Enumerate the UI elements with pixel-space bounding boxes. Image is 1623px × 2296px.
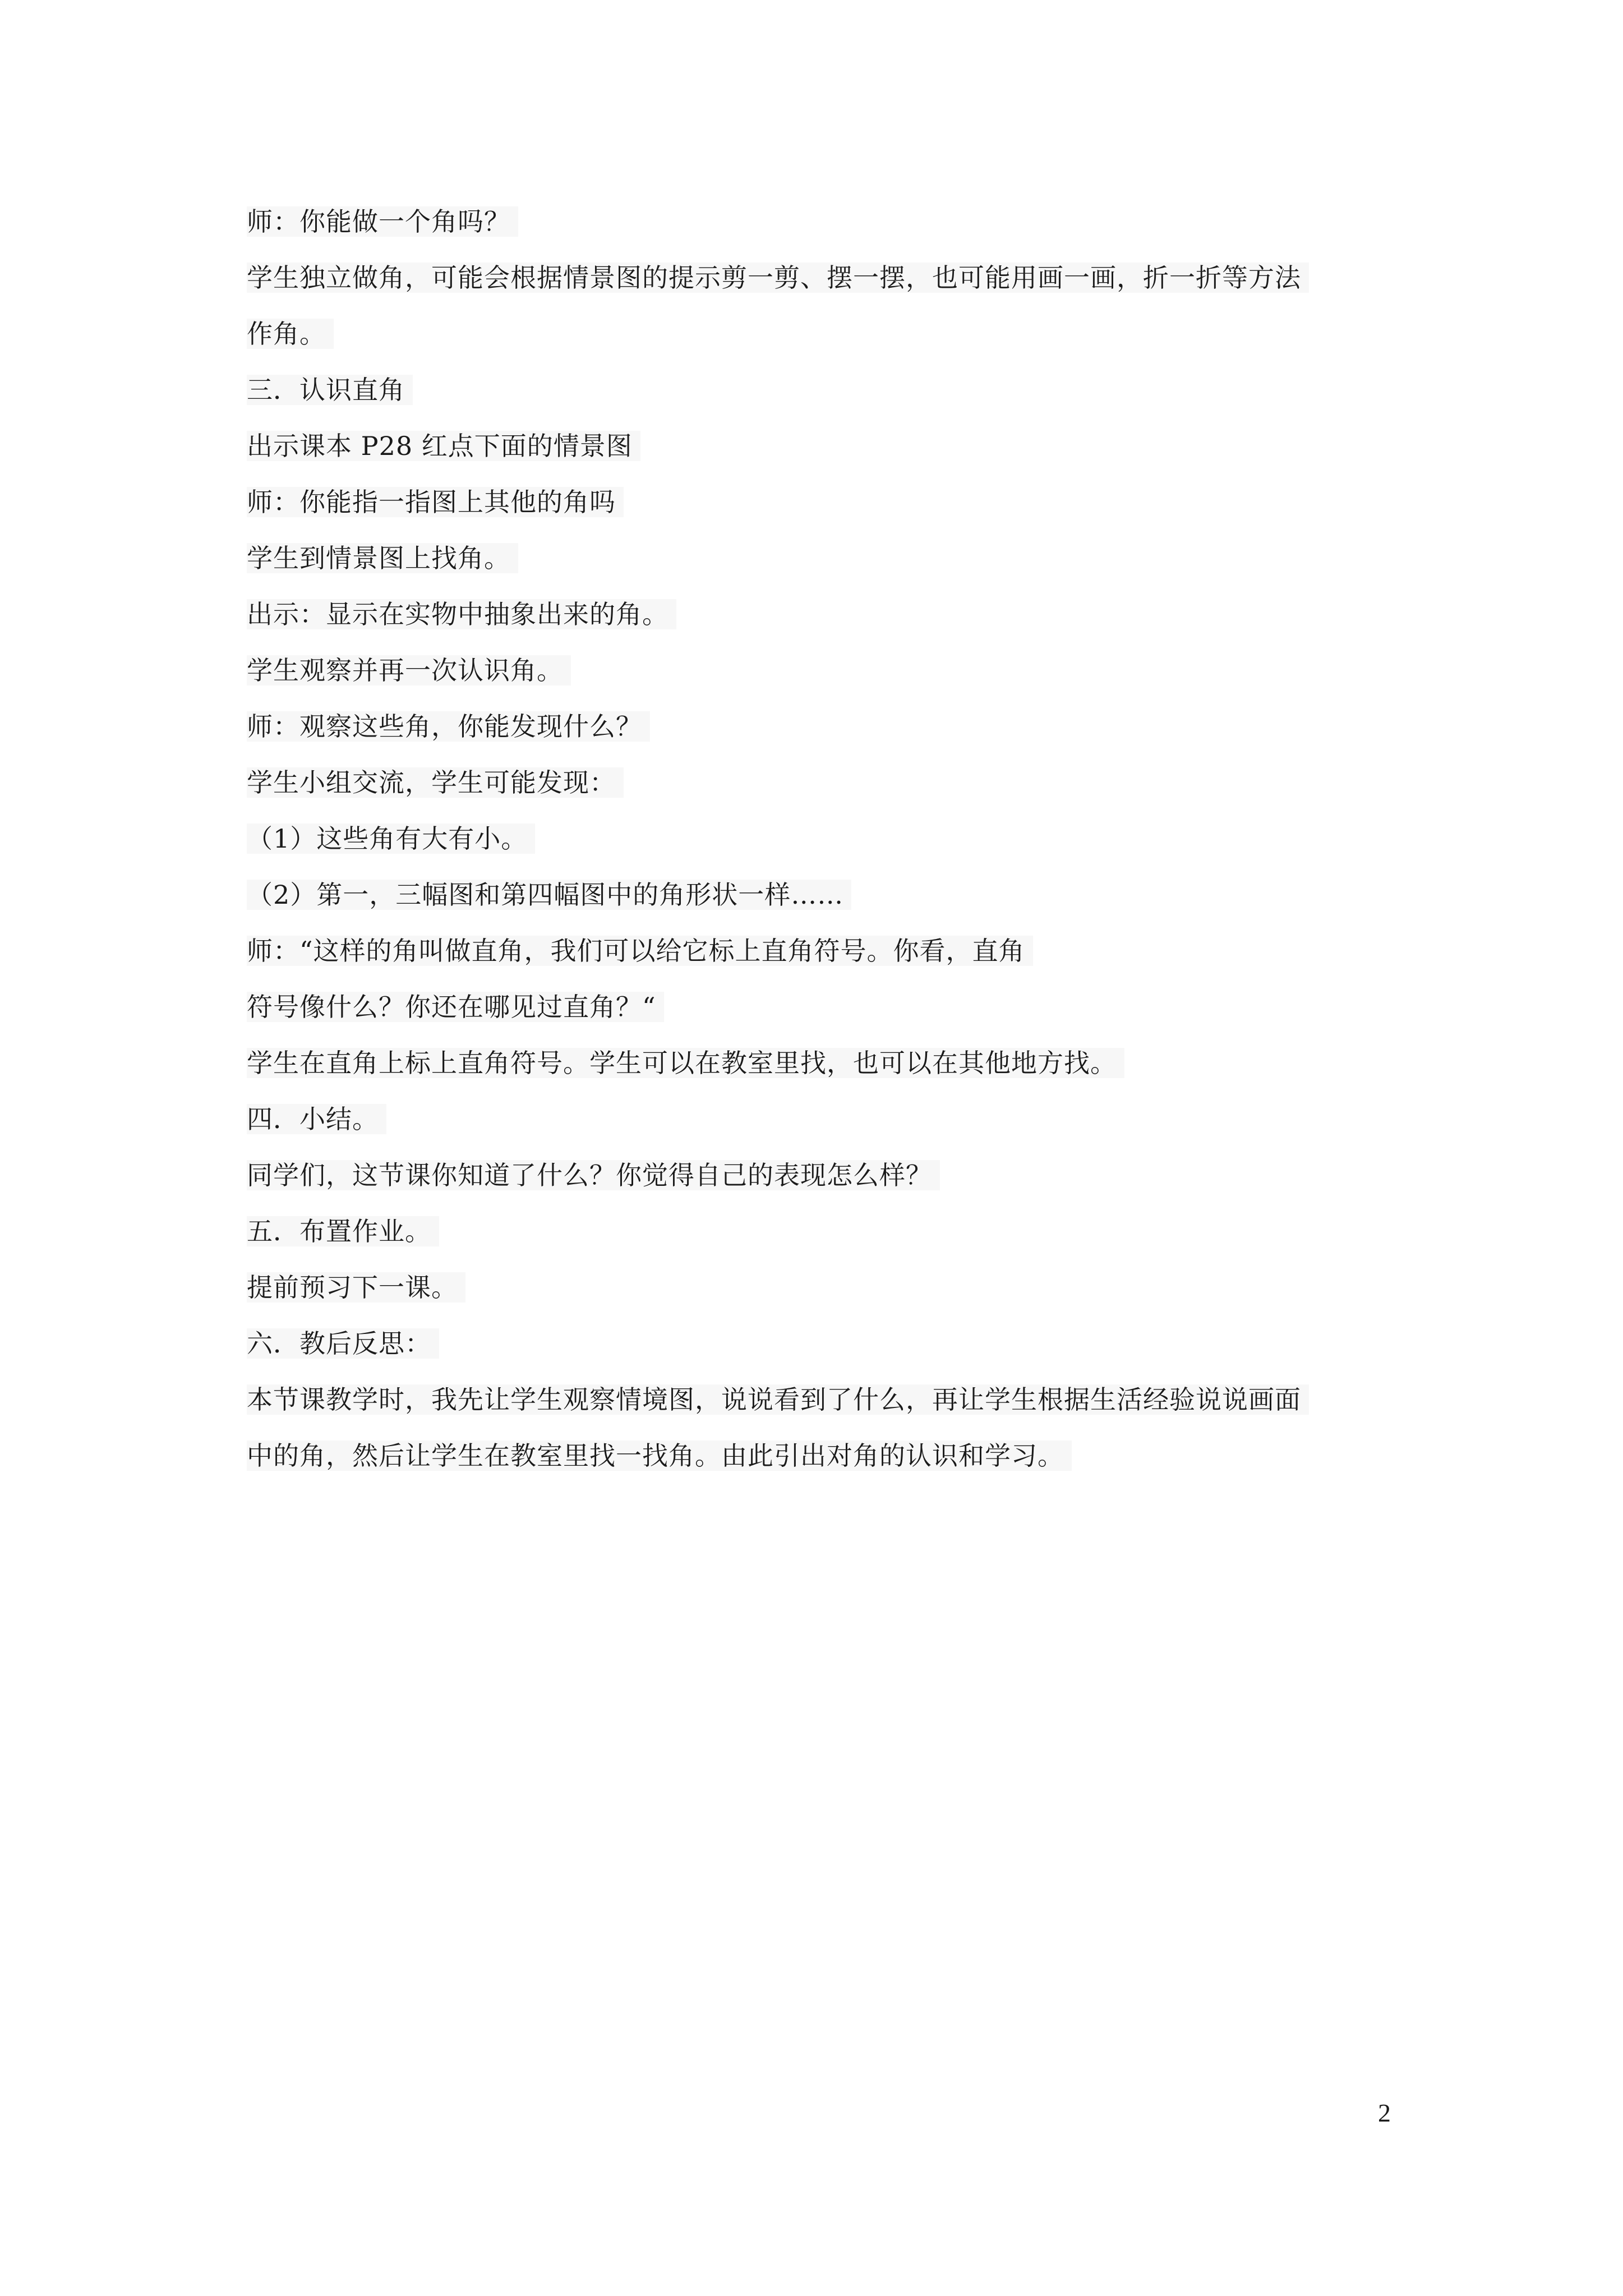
text-line: [247, 474, 1391, 530]
document-body: [247, 194, 1391, 1484]
text-line-content: 学生观察并再一次认识角。: [247, 655, 571, 685]
text-line: [247, 1428, 1391, 1484]
text-line: [247, 418, 1391, 474]
text-line: [247, 530, 1391, 586]
text-line-content: 符号像什么？你还在哪见过直角？“: [247, 992, 664, 1022]
text-line: [247, 642, 1391, 698]
text-line-content: （1）这些角有大有小。: [247, 823, 535, 854]
section-heading-text: 五．布置作业。: [247, 1216, 439, 1246]
text-line-content: （2）第一，三幅图和第四幅图中的角形状一样……: [247, 880, 851, 910]
text-line: [247, 923, 1391, 979]
section-heading-text: 三．认识直角: [247, 375, 413, 405]
section-heading-text: 四．小结。: [247, 1104, 386, 1134]
text-line-content: 中的角，然后让学生在教室里找一找角。由此引出对角的认识和学习。: [247, 1441, 1072, 1471]
text-line-content: 提前预习下一课。: [247, 1272, 465, 1303]
text-line-content: 师：你能指一指图上其他的角吗: [247, 487, 624, 517]
text-line: [247, 867, 1391, 923]
text-line: [247, 306, 1391, 362]
text-line-content: 学生独立做角，可能会根据情景图的提示剪一剪、摆一摆，也可能用画一画，折一折等方法: [247, 263, 1309, 293]
text-line-content: 学生在直角上标上直角符号。学生可以在教室里找，也可以在其他地方找。: [247, 1048, 1124, 1078]
text-line-content: 学生小组交流，学生可能发现：: [247, 767, 624, 798]
text-line: [247, 194, 1391, 250]
text-line: [247, 586, 1391, 642]
text-line: [247, 1147, 1391, 1203]
text-line: [247, 979, 1391, 1035]
section-heading: [247, 362, 1391, 418]
text-line: [247, 754, 1391, 811]
text-line: [247, 1259, 1391, 1315]
section-heading: [247, 1315, 1391, 1372]
text-line: [247, 698, 1391, 754]
text-line: [247, 1035, 1391, 1091]
text-line-content: 出示课本 P28 红点下面的情景图: [247, 431, 640, 461]
text-line-content: 同学们，这节课你知道了什么？你觉得自己的表现怎么样？: [247, 1160, 940, 1190]
text-line-content: 出示：显示在实物中抽象出来的角。: [247, 599, 676, 629]
page-number: 2: [1378, 2099, 1391, 2127]
section-heading: [247, 1091, 1391, 1147]
text-line-content: 师：“这样的角叫做直角，我们可以给它标上直角符号。你看，直角: [247, 936, 1033, 966]
text-line-content: 本节课教学时，我先让学生观察情境图，说说看到了什么，再让学生根据生活经验说说画面: [247, 1384, 1309, 1415]
section-heading: [247, 1203, 1391, 1259]
text-line-content: 作角。: [247, 319, 334, 349]
section-heading-text: 六．教后反思：: [247, 1328, 439, 1359]
text-line: [247, 1372, 1391, 1428]
text-line-content: 学生到情景图上找角。: [247, 543, 518, 573]
text-line-content: 师：你能做一个角吗？: [247, 206, 518, 237]
text-line: [247, 250, 1391, 306]
text-line: [247, 811, 1391, 867]
text-line-content: 师：观察这些角，你能发现什么？: [247, 711, 650, 742]
